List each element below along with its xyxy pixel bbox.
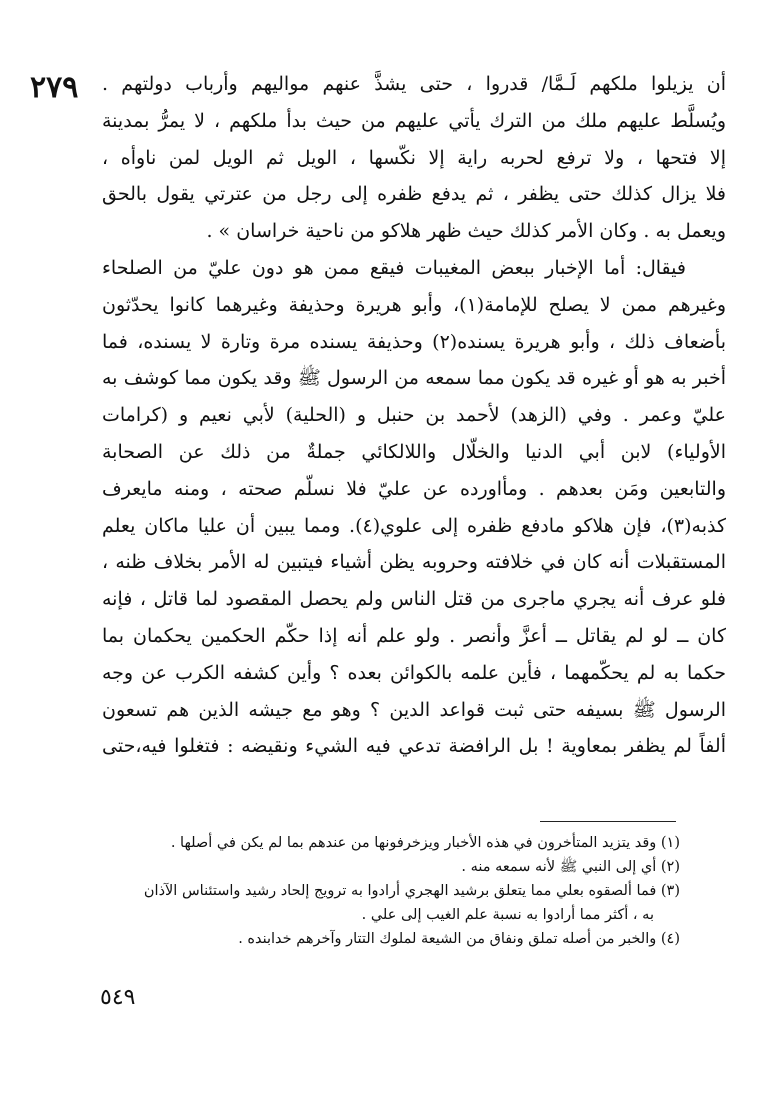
text-line: فلا يزال كذلك حتى يظفر ، ثم يدفع ظفره إلى رجل من عترتي يقول بالحق bbox=[102, 183, 726, 206]
page-number: ٥٤٩ bbox=[100, 985, 136, 1010]
text-line: بأضعاف ذلك ، وأبو هريرة يسنده(٢) وحذيفة يسنده مرة وتارة لا يسنده، فما bbox=[102, 330, 726, 353]
text-line: وغيرهم ممن لا يصلح للإمامة(١)، وأبو هريرة وحذيفة وغيرهما كانوا يحدّثون bbox=[102, 293, 726, 316]
text-line: ويُسلَّط عليهم ملك من الترك يأتي عليهم من حيث بدأ ملكهم ، لا يمرُّ بمدينة bbox=[102, 109, 726, 132]
footnote-divider bbox=[540, 821, 676, 822]
text-line: أن يزيلوا ملكهم لَـمَّا/ قدروا ، حتى يشذَّ عنهم مواليهم وأرباب دولتهم . bbox=[102, 73, 726, 95]
footnote-2: (٢) أي إلى النبي ﷺ لأنه سمعه منه . bbox=[461, 859, 680, 875]
text-line: كذبه(٣)، فإن هلاكو مادفع ظفره إلى علوي(٤). ومما يبين أن عليا ماكان يعلم bbox=[102, 514, 726, 537]
text-line: الرسول ﷺ بسيفه حتى ثبت قواعد الدين ؟ وهو مع جيشه الذين هم تسعون bbox=[102, 698, 726, 721]
footnotes bbox=[98, 831, 680, 951]
footnote-1: (١) وقد يتزيد المتأخرون في هذه الأخبار ويزخرفونها من عندهم بما لم يكن في أصلها . bbox=[170, 835, 680, 851]
paragraph-start-line: فيقال: أما الإخبار ببعض المغيبات فيقع ممن هو دون عليّ من الصلحاء bbox=[102, 256, 686, 279]
text-line: الأولياء) لابن أبي الدنيا والخلّال واللالكائي جملةٌ من ذلك عن الصحابة bbox=[102, 440, 726, 463]
text-line: فلو عرف أنه يجري ماجرى من قتل الناس ولم يحصل المقصود لما قاتل ، فإنه bbox=[102, 588, 726, 611]
text-line: المستقبلات أنه كان في خلافته وحروبه يظن أشياء فيتبين له الأمر بخلاف ظنه ، bbox=[102, 551, 726, 574]
footnote-3: (٣) فما ألصقوه بعلي مما يتعلق برشيد الهجري أرادوا به ترويج إلحاد رشيد واستئناس الآذان bbox=[143, 883, 680, 899]
footnote-3-continued: به ، أكثر مما أرادوا به نسبة علم الغيب إلى علي . bbox=[361, 907, 654, 923]
text-line: حكما به لم يحكّمهما ، فأين علمه بالكوائن بعده ؟ وأين كشفه الكرب عن وجه bbox=[102, 661, 726, 684]
text-line: ويعمل به . وكان الأمر كذلك حيث ظهر هلاكو من ناحية خراسان » . bbox=[206, 220, 726, 243]
text-line: ألفاً لم يظفر بمعاوية ! بل الرافضة تدعي فيه الشيء ونقيضه : فتغلوا فيه،حتى bbox=[102, 735, 726, 758]
margin-section-number: ٢٧٩ bbox=[30, 70, 79, 105]
text-line: أخبر به هو أو غيره قد يكون مما سمعه من الرسول ﷺ وقد يكون مما كوشف به bbox=[102, 367, 726, 390]
main-text bbox=[102, 66, 726, 765]
text-line: إلا فتحها ، ولا ترفع لحربه راية إلا نكّسها ، الويل ثم الويل لمن ناوأه ، bbox=[102, 146, 726, 169]
footnote-4: (٤) والخبر من أصله تملق ونفاق من الشيعة لملوك التتار وآخرهم خدابنده . bbox=[238, 931, 680, 947]
text-line: كان ــ لو لم يقاتل ــ أعزَّ وأنصر . ولو علم أنه إذا حكّم الحكمين يحكمان بما bbox=[102, 624, 726, 647]
text-line: والتابعين ومَن بعدهم . ومأاورده عن عليّ فلا نسلّم صحته ، ومنه مايعرف bbox=[102, 477, 726, 500]
text-line: عليّ وعمر . وفي (الزهد) لأحمد بن حنبل و (الحلية) لأبي نعيم و (كرامات bbox=[102, 404, 726, 427]
